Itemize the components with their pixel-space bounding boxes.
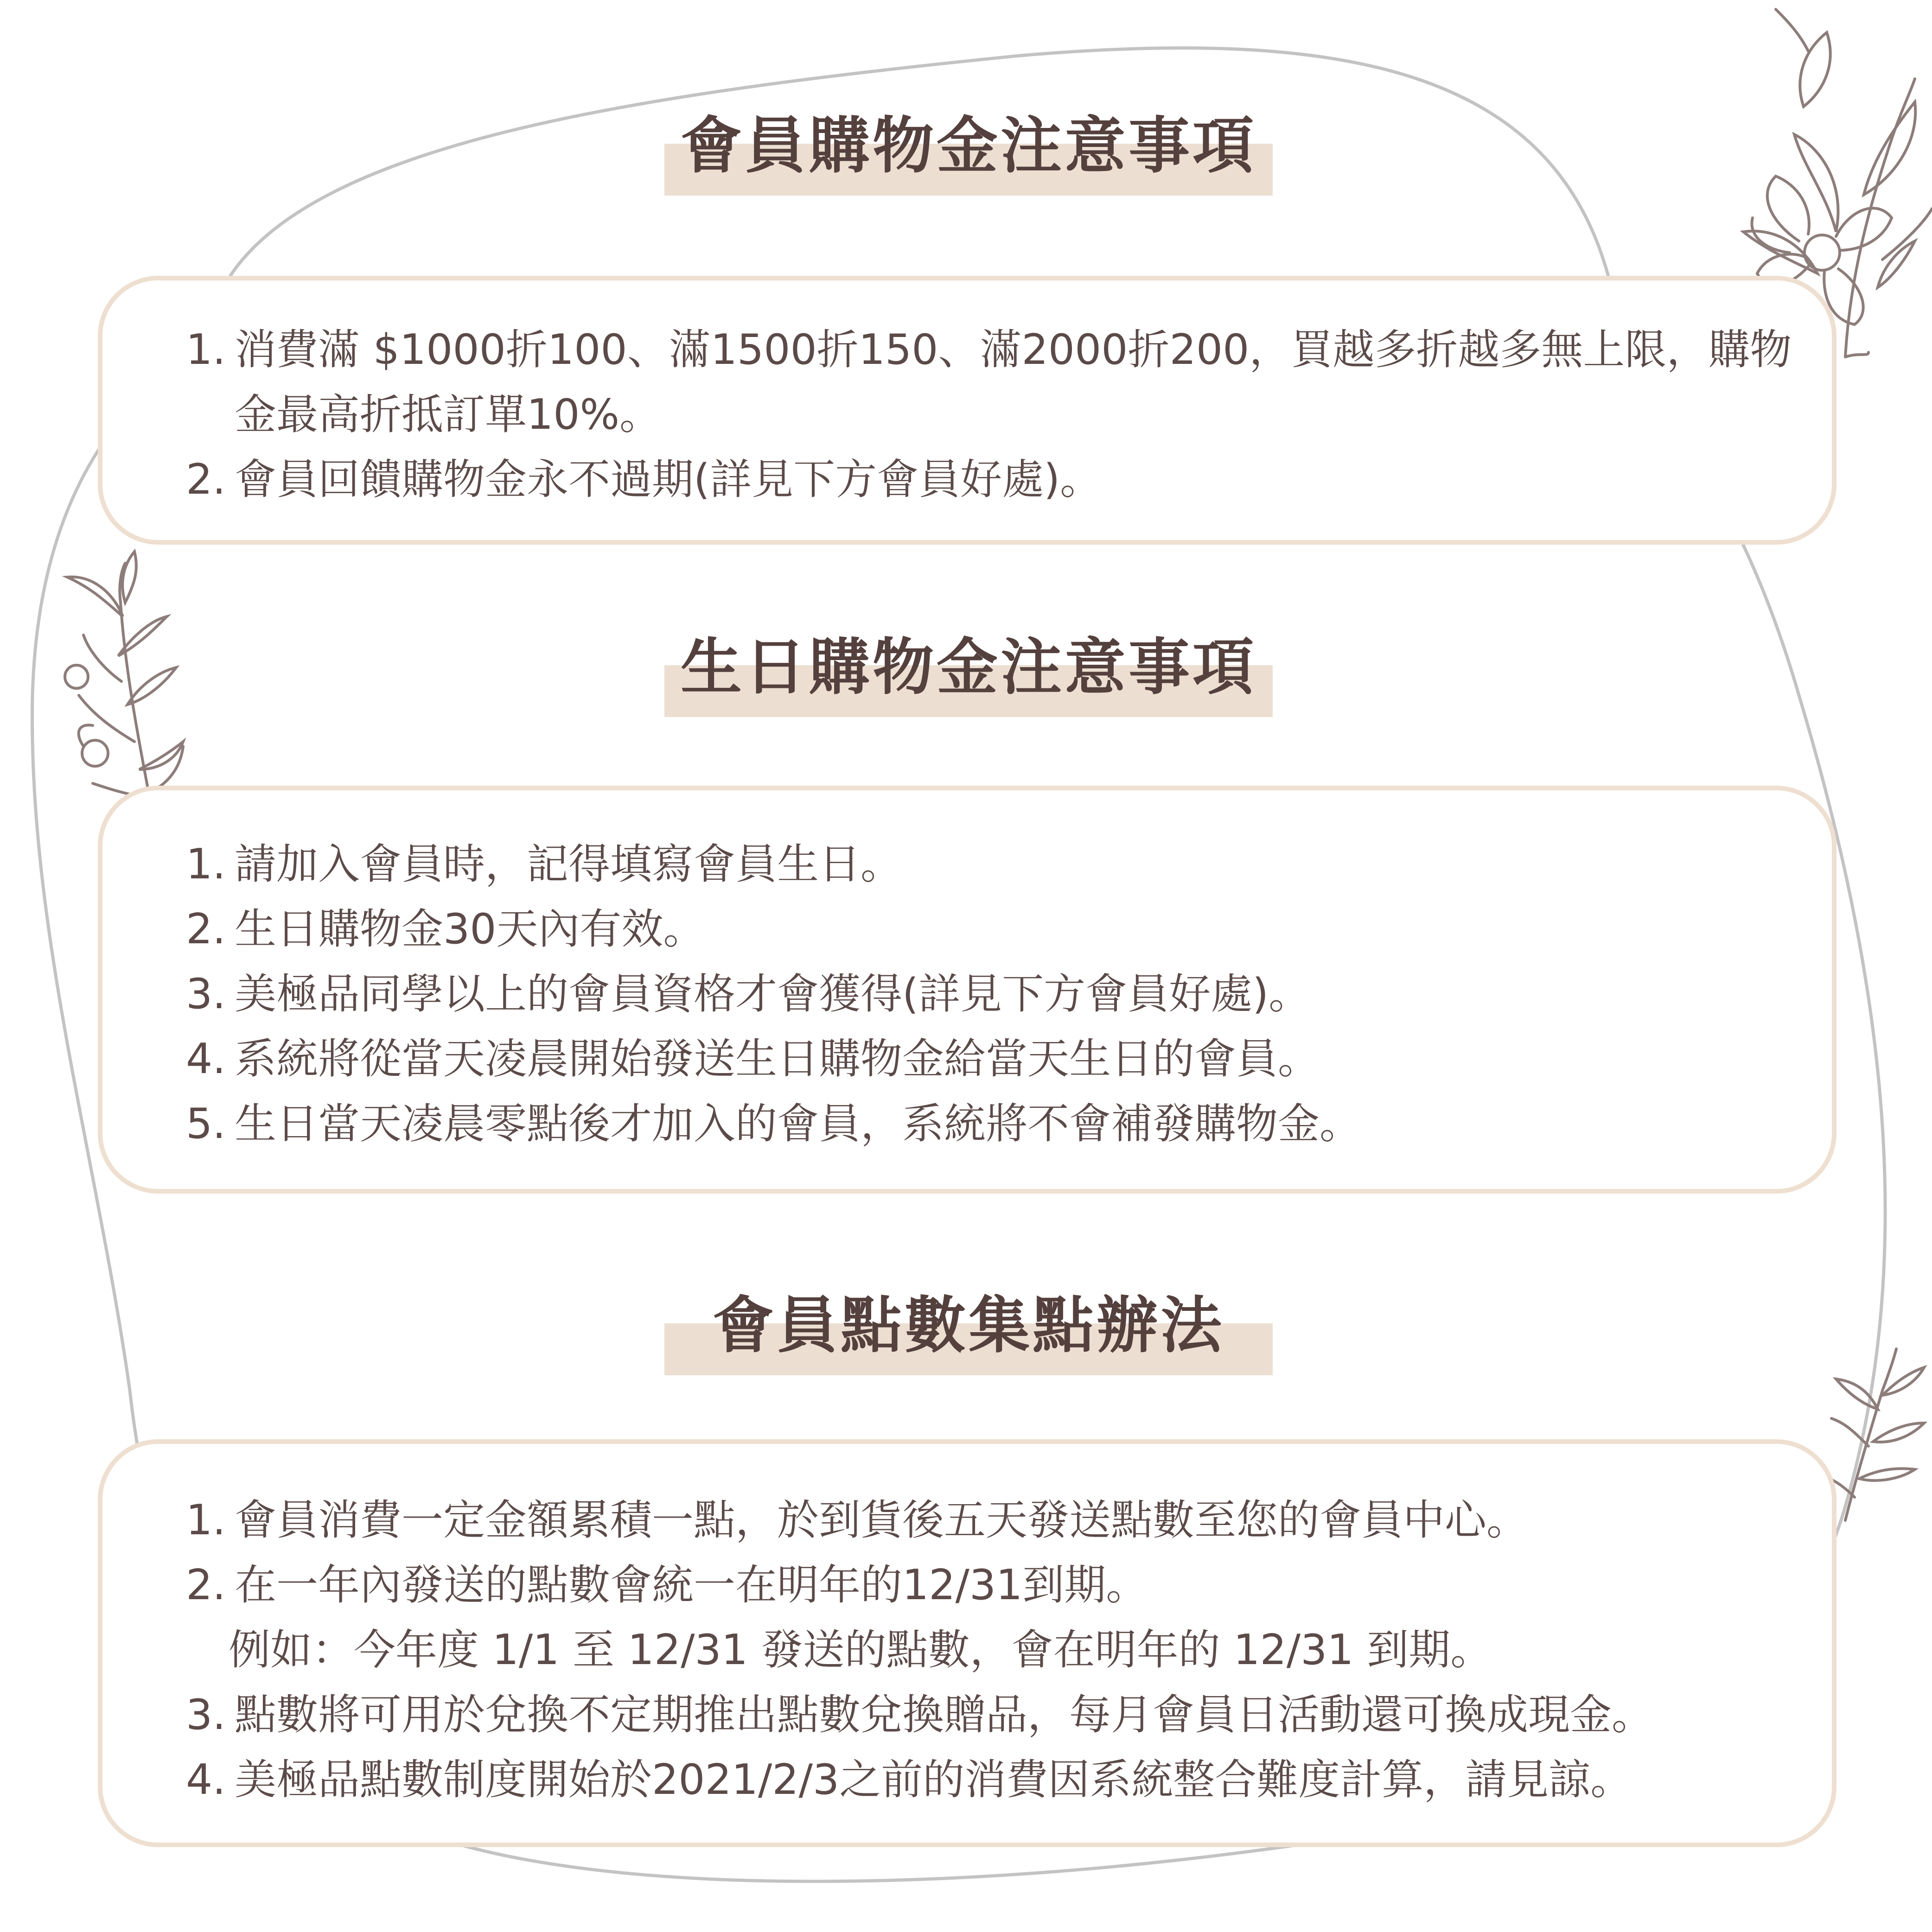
list-item bbox=[186, 447, 1767, 512]
section-1-heading bbox=[664, 97, 1273, 190]
item-text: 系統將從當天凌晨開始發送生日購物金給當天生日的會員。 bbox=[235, 1035, 1320, 1083]
section-3-title: 會員點數集點辦法 bbox=[713, 1290, 1224, 1361]
item-text: 美極品同學以上的會員資格才會獲得(詳見下方會員好處)。 bbox=[235, 970, 1311, 1018]
item-text: 消費滿 $1000折100、滿1500折150、滿2000折200，買越多折越多無上限，購物 bbox=[235, 325, 1792, 374]
list-item bbox=[186, 1748, 1767, 1812]
item-number: 1. bbox=[186, 1496, 226, 1544]
section-1-title: 會員購物金注意事項 bbox=[681, 110, 1256, 182]
item-text: 會員消費一定金額累積一點，於到貨後五天發送點數至您的會員中心。 bbox=[235, 1496, 1528, 1544]
list-item-continuation bbox=[186, 382, 1767, 447]
item-number: 1. bbox=[186, 840, 226, 889]
flower-sprig-left-icon bbox=[65, 552, 183, 816]
section-2-title: 生日購物金注意事項 bbox=[681, 632, 1256, 703]
section-2-card bbox=[98, 786, 1836, 1194]
list-item bbox=[186, 1027, 1767, 1092]
section-3-heading bbox=[664, 1277, 1273, 1370]
item-number: 2. bbox=[186, 905, 226, 953]
list-item-continuation bbox=[186, 1618, 1767, 1683]
list-item bbox=[186, 832, 1767, 897]
item-text: 點數將可用於兌換不定期推出點數兌換贈品，每月會員日活動還可換成現金。 bbox=[235, 1690, 1653, 1739]
item-number: 2. bbox=[186, 455, 226, 504]
item-text: 金最高折抵訂單10%。 bbox=[235, 390, 662, 439]
section-2-heading bbox=[664, 619, 1273, 712]
item-number: 3. bbox=[186, 1690, 226, 1739]
list-item bbox=[186, 1092, 1767, 1157]
list-item bbox=[186, 1553, 1767, 1618]
list-item bbox=[186, 318, 1792, 382]
item-text: 在一年內發送的點數會統一在明年的12/31到期。 bbox=[235, 1561, 1148, 1609]
item-text: 生日當天凌晨零點後才加入的會員，系統將不會補發購物金。 bbox=[235, 1099, 1361, 1148]
list-item bbox=[186, 1488, 1767, 1553]
section-1-card bbox=[98, 276, 1836, 545]
list-item bbox=[186, 962, 1767, 1027]
item-text: 美極品點數制度開始於2021/2/3之前的消費因系統整合難度計算，請見諒。 bbox=[235, 1755, 1632, 1804]
item-number: 1. bbox=[186, 325, 226, 374]
list-item bbox=[186, 897, 1767, 962]
item-number: 4. bbox=[186, 1755, 226, 1804]
item-number: 5. bbox=[186, 1099, 226, 1148]
list-item bbox=[186, 1683, 1767, 1748]
section-2-list bbox=[186, 832, 1767, 1157]
item-number: 2. bbox=[186, 1561, 226, 1609]
item-text: 生日購物金30天內有效。 bbox=[235, 905, 705, 953]
item-text: 例如：今年度 1/1 至 12/31 發送的點數，會在明年的 12/31 到期。 bbox=[229, 1626, 1492, 1674]
section-3-list bbox=[186, 1488, 1767, 1812]
item-text: 會員回饋購物金永不過期(詳見下方會員好處)。 bbox=[235, 455, 1102, 504]
item-number: 4. bbox=[186, 1035, 226, 1083]
item-number: 3. bbox=[186, 970, 226, 1018]
section-1-list bbox=[186, 318, 1792, 512]
item-text: 請加入會員時，記得填寫會員生日。 bbox=[235, 840, 902, 889]
section-3-card bbox=[98, 1439, 1836, 1847]
